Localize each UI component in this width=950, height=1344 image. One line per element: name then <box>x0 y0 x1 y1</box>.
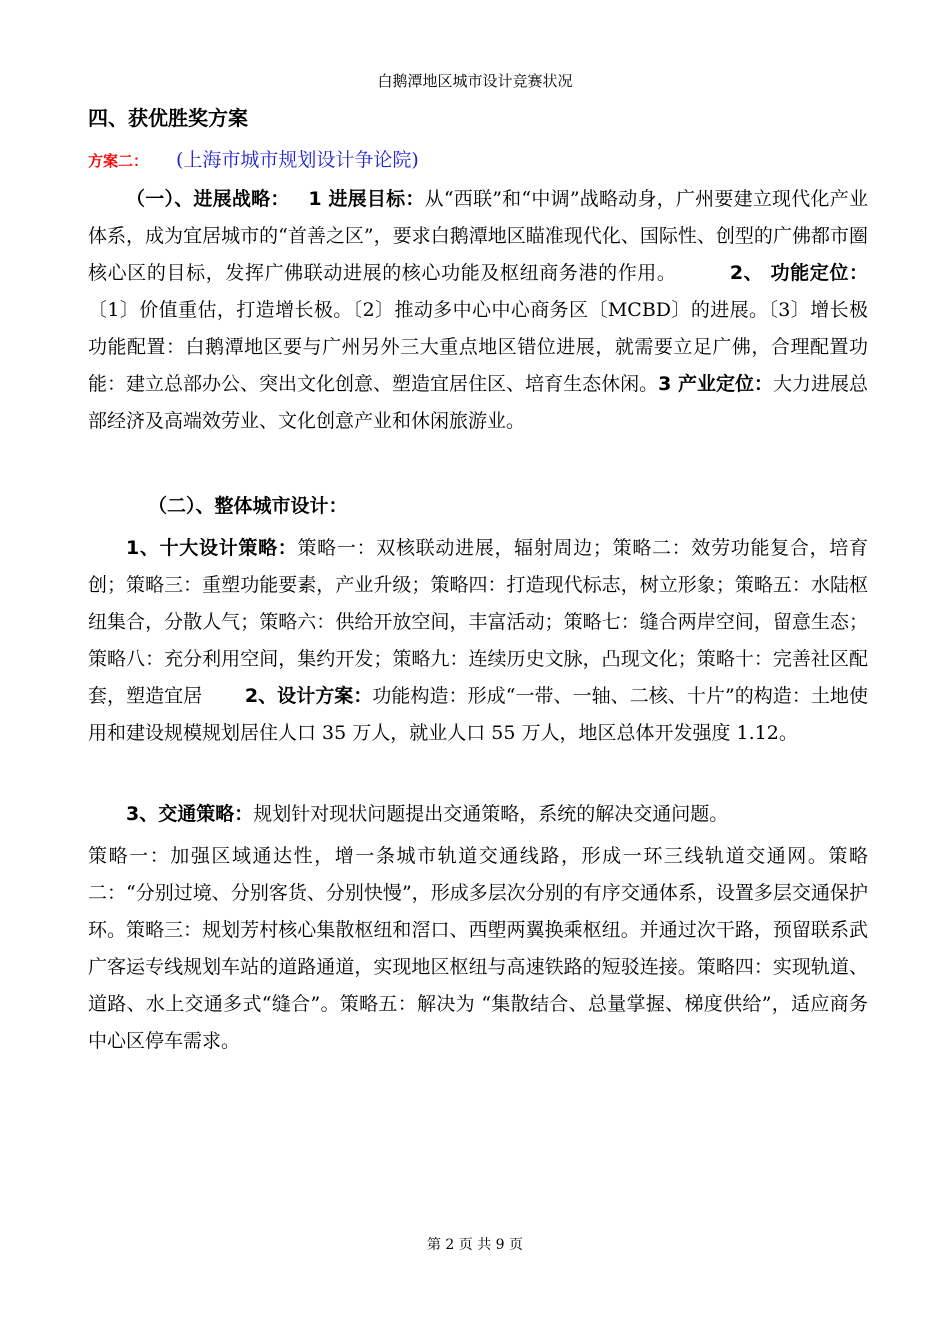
part1-heading: （一）、进展战略： <box>126 188 290 210</box>
function-text: 〔1〕价值重估，打造增长极。〔2〕推动多中心中心商务区〔MCBD〕的进展。〔3〕增长极功能配置：白鹅潭地区要与广州另外三大重点地区错位进展，就需要立足广佛，合理配置功能：建立总部办公、突出文化创意、塑造宜居住区、培育生态休闲。 <box>88 299 868 395</box>
part2-heading-line <box>88 488 868 525</box>
goal-label: 1 进展目标： <box>308 188 425 210</box>
traffic-text: 规划针对现状问题提出交通策略，系统的解决交通问题。 <box>253 803 729 825</box>
industry-text: 大力进展总部经济及高端效劳业、文化创意产业和休闲旅游业。 <box>88 373 868 432</box>
traffic-paragraph <box>88 796 868 833</box>
section-title: 四、获优胜奖方案 <box>88 106 248 130</box>
scheme-line <box>88 145 419 172</box>
scheme-organization: (上海市城市规划设计争论院) <box>176 149 419 171</box>
page-footer: 第 2 页 共 9 页 <box>426 1237 524 1253</box>
part2-heading: （二）、整体城市设计： <box>148 495 348 517</box>
design-scheme-label: 2、设计方案： <box>244 685 373 707</box>
strategies-label: 1、十大设计策略： <box>126 537 298 559</box>
document-header: 白鹅潭地区城市设计竞赛状况 <box>377 72 573 90</box>
industry-label: 3 产业定位： <box>658 373 773 395</box>
design-scheme-text: 功能构造：形成“一带、一轴、二核、十片”的构造：土地使用和建设规模规划居住人口 35 万人，就业人口 55 万人，地区总体开发强度 1.12。 <box>88 685 868 744</box>
traffic-detail-paragraph: 策略一：加强区域通达性，增一条城市轨道交通线路，形成一环三线轨道交通网。策略二：“分别过境、分别客货、分别快慢”，形成多层次分别的有序交通体系，设置多层交通保护环。策略三：规划芳村核心集散枢纽和滘口、西塱两翼换乘枢纽。并通过次干路，预留联系武广客运专线规划车站的道路通道，实现地区枢纽与高速铁路的短驳连接。策略四：实现轨道、道路、水上交通多式“缝合”。策略五：解决为 “集散结合、总量掌握、梯度供给”，适应商务中心区停车需求。 <box>88 845 868 1052</box>
part1-paragraph <box>88 181 868 440</box>
strategies-text: 策略一：双核联动进展，辐射周边；策略二：效劳功能复合，培育创；策略三：重塑功能要素，产业升级；策略四：打造现代标志，树立形象；策略五：水陆枢纽集合，分散人气；策略六：供给开放空间，丰富活动；策略七：缝合两岸空间，留意生态；策略八：充分利用空间，集约开发；策略九：连续历史文脉，凸现文化；策略十：完善社区配套，塑造宜居 <box>88 537 868 707</box>
function-label: 2、 功能定位： <box>729 262 868 284</box>
traffic-label: 3、交通策略： <box>126 803 254 825</box>
goal-text: 从“西联”和“中调”战略动身，广州要建立现代化产业体系，成为宜居城市的“首善之区”，要求白鹅潭地区瞄准现代化、国际性、创型的广佛都市圈核心区的目标，发挥广佛联动进展的核心功能及枢纽商务港的作用。 <box>88 188 868 284</box>
strategies-paragraph <box>88 530 868 752</box>
scheme-label: 方案二： <box>88 152 149 170</box>
